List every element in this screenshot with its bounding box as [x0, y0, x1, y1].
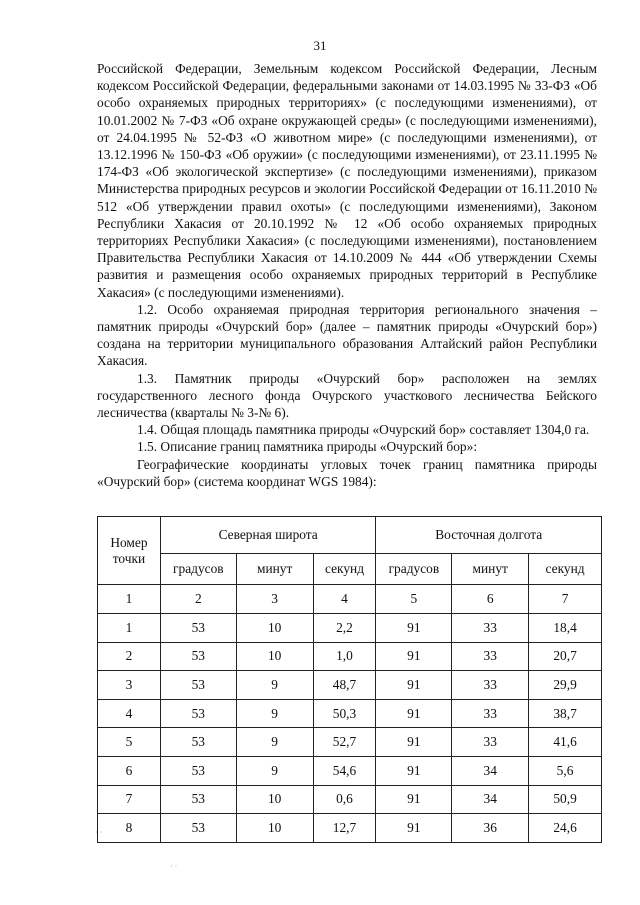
table-cell: 3 [98, 671, 161, 700]
scan-speck: · · [170, 862, 178, 871]
table-cell: 38,7 [529, 699, 602, 728]
table-cell: 5 [98, 728, 161, 757]
table-cell: 52,7 [313, 728, 376, 757]
coordinates-table [97, 516, 602, 843]
table-cell: 53 [160, 814, 236, 843]
subheader-cell: минут [452, 554, 529, 585]
paragraph: 1.4. Общая площадь памятника природы «Очурский бор» составляет 1304,0 га. [137, 422, 590, 438]
table-cell: 9 [236, 671, 313, 700]
table-cell: 1,0 [313, 642, 376, 671]
index-cell: 5 [376, 585, 452, 614]
table-row [98, 699, 602, 728]
table-cell: 9 [236, 756, 313, 785]
table-cell: 41,6 [529, 728, 602, 757]
subheader-cell: градусов [376, 554, 452, 585]
column-index-row [98, 585, 602, 614]
table-cell: 48,7 [313, 671, 376, 700]
table-row [98, 671, 602, 700]
index-cell: 2 [160, 585, 236, 614]
table-row [98, 814, 602, 843]
table-cell: 20,7 [529, 642, 602, 671]
index-cell: 3 [236, 585, 313, 614]
subheader-cell: секунд [313, 554, 376, 585]
index-cell: 1 [98, 585, 161, 614]
table-cell: 53 [160, 756, 236, 785]
table-cell: 91 [376, 728, 452, 757]
table-cell: 6 [98, 756, 161, 785]
table-cell: 33 [452, 614, 529, 643]
table-cell: 2 [98, 642, 161, 671]
table-cell: 7 [98, 785, 161, 814]
subheader-cell: градусов [160, 554, 236, 585]
table-cell: 36 [452, 814, 529, 843]
table-cell: 33 [452, 699, 529, 728]
table-cell: 53 [160, 699, 236, 728]
paragraph: 1.3. Памятник природы «Очурский бор» расположен на землях государственного лесного фонда Очурского участкового лесничества Бейского лесничества (кварталы № 3-№ 6). [97, 370, 597, 421]
table-cell: 12,7 [313, 814, 376, 843]
table-cell: 91 [376, 642, 452, 671]
table-cell: 4 [98, 699, 161, 728]
table-row [98, 642, 602, 671]
table-cell: 33 [452, 642, 529, 671]
table-cell: 91 [376, 699, 452, 728]
table-row [98, 785, 602, 814]
index-cell: 4 [313, 585, 376, 614]
table-cell: 2,2 [313, 614, 376, 643]
table-cell: 10 [236, 785, 313, 814]
header-north-latitude: Северная широта [160, 517, 376, 554]
table-cell: 53 [160, 785, 236, 814]
table-cell: 53 [160, 728, 236, 757]
table-cell: 53 [160, 642, 236, 671]
paragraph: Географические координаты угловых точек границ памятника природы «Очурский бор» (система координат WGS 1984): [97, 456, 597, 489]
table-cell: 18,4 [529, 614, 602, 643]
table-cell: 54,6 [313, 756, 376, 785]
table-cell: 9 [236, 728, 313, 757]
table-cell: 10 [236, 614, 313, 643]
table-row [98, 728, 602, 757]
table-cell: 53 [160, 671, 236, 700]
table-cell: 33 [452, 728, 529, 757]
table-cell: 34 [452, 756, 529, 785]
table-cell: 53 [160, 614, 236, 643]
table-cell: 50,3 [313, 699, 376, 728]
table-cell: 1 [98, 614, 161, 643]
page-number: 31 [313, 38, 327, 53]
table-cell: 50,9 [529, 785, 602, 814]
scan-speck: · · [95, 828, 103, 837]
subheader-cell: минут [236, 554, 313, 585]
index-cell: 6 [452, 585, 529, 614]
table-cell: 34 [452, 785, 529, 814]
table-cell: 91 [376, 785, 452, 814]
table-cell: 0,6 [313, 785, 376, 814]
table-cell: 9 [236, 699, 313, 728]
table-cell: 24,6 [529, 814, 602, 843]
subheader-cell: секунд [529, 554, 602, 585]
table-cell: 91 [376, 614, 452, 643]
table-cell: 29,9 [529, 671, 602, 700]
table-row [98, 614, 602, 643]
paragraph: 1.2. Особо охраняемая природная территория регионального значения – памятник природы «Очурский бор» (далее – памятник природы «Очурский бор») создана на территории муниципального образования Алтайский район Республики Хакасия. [97, 301, 597, 369]
table-cell: 91 [376, 756, 452, 785]
table-cell: 5,6 [529, 756, 602, 785]
table-row [98, 756, 602, 785]
header-point-number: Номер точки [98, 517, 161, 585]
table-cell: 10 [236, 642, 313, 671]
table-cell: 33 [452, 671, 529, 700]
header-east-longitude: Восточная долгота [376, 517, 602, 554]
paragraph: 1.5. Описание границ памятника природы «Очурский бор»: [137, 439, 478, 455]
document-body [97, 60, 597, 490]
table-cell: 91 [376, 814, 452, 843]
paragraph: Российской Федерации, Земельным кодексом Российской Федерации, Лесным кодексом Российской Федерации, федеральными законами от 14.03.1995 № 33-ФЗ «Об особо охраняемых природных территориях» (с последующими изменениями), от 10.01.2002 № 7-ФЗ «Об охране окружающей среды» (с последующими изменениями), от 24.04.1995 № 52-ФЗ «О животном мире» (с последующими изменениями), от 13.12.1996 № 150-ФЗ «Об оружии» (с последующими изменениями), от 23.11.1995 № 174-ФЗ «Об экологической экспертизе» (с последующими изменениями), приказом Министерства природных ресурсов и экологии Российской Федерации от 16.11.2010 № 512 «Об утверждении правил охоты» (с последующими изменениями), Законом Республики Хакасия от 20.10.1992 № 12 «Об особо охраняемых природных территориях Республики Хакасия» (с последующими изменениями), постановлением Правительства Республики Хакасия от 14.10.2009 № 444 «Об утверждении Схемы развития и размещения особо охраняемых природных территорий в Республике Хакасия» (с последующими изменениями). [97, 61, 597, 300]
table-cell: 8 [98, 814, 161, 843]
table-cell: 91 [376, 671, 452, 700]
index-cell: 7 [529, 585, 602, 614]
table-cell: 10 [236, 814, 313, 843]
